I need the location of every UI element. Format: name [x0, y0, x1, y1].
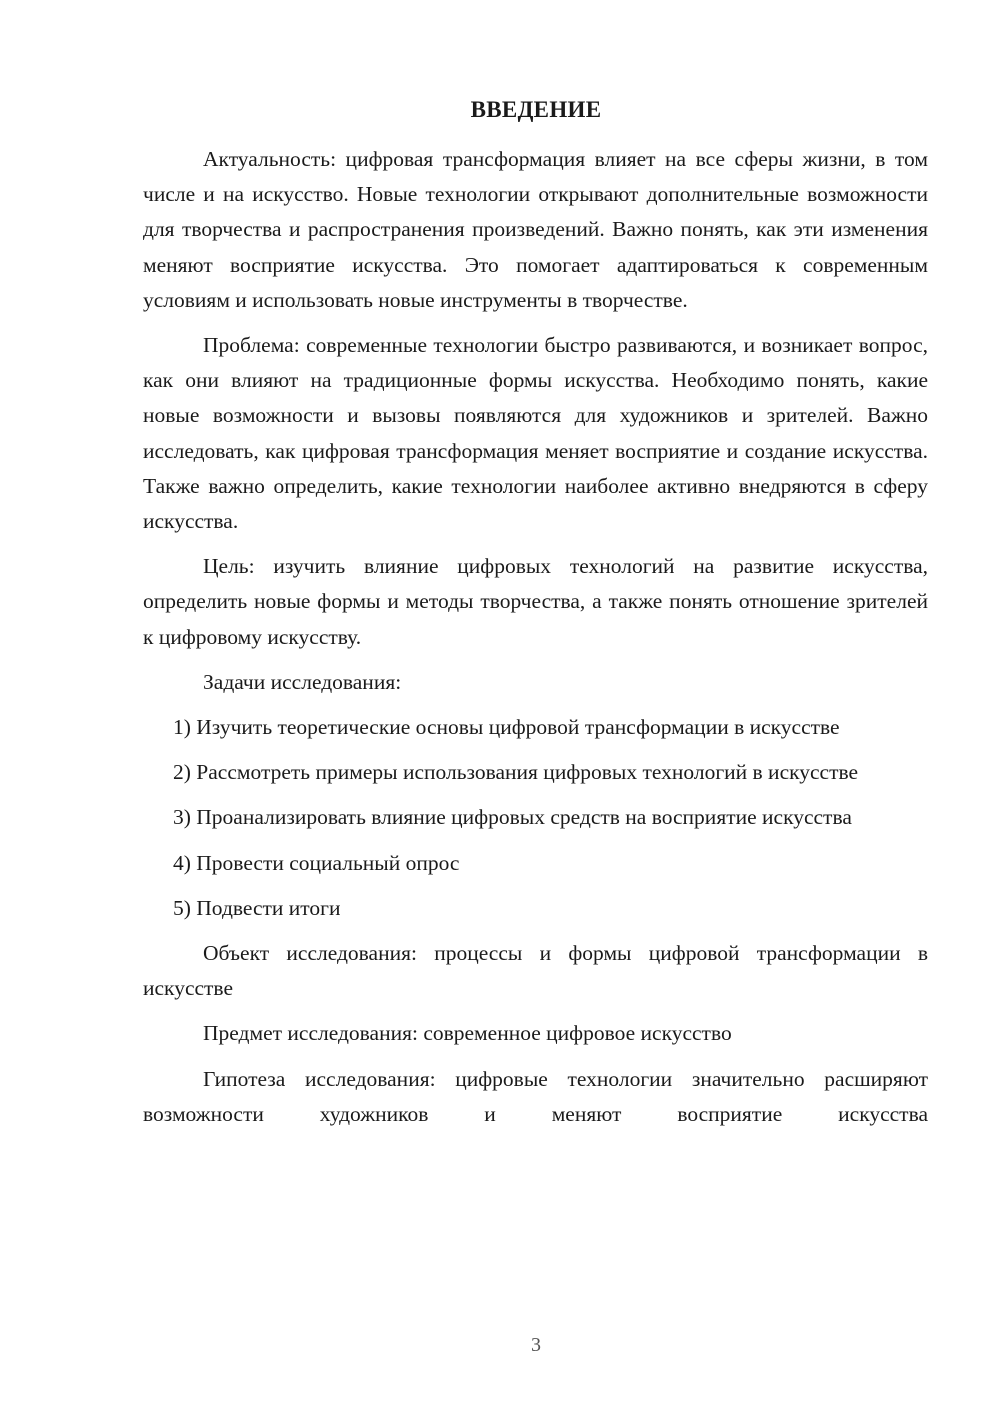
task-item-1: 1) Изучить теоретические основы цифровой трансформации в искусстве: [173, 715, 840, 740]
page-number: 3: [531, 1334, 541, 1356]
section-heading: ВВЕДЕНИЕ: [470, 97, 602, 122]
goal-paragraph: Цель: изучить влияние цифровых технологий на развитие искусства, определить новые формы и методы творчества, а также понять отношение зрителей к цифровому искусству.: [143, 554, 928, 649]
task-item-2: 2) Рассмотреть примеры использования цифровых технологий в искусстве: [173, 760, 859, 785]
tasks-title: Задачи исследования:: [203, 669, 402, 694]
task-item-5: 5) Подвести итоги: [173, 895, 341, 920]
problem-paragraph: Проблема: современные технологии быстро развиваются, и возникает вопрос, как они влияют на традиционные формы искусства. Необходимо понять, какие новые возможности и вызовы появляются для художников и зрителей. Важно исследовать, как цифровая трансформация меняет восприятие и создание искусства. Также важно определить, какие технологии наиболее активно внедряются в сферу искусства.: [143, 333, 928, 534]
object-paragraph: Объект исследования: процессы и формы цифровой трансформации в искусстве: [143, 941, 928, 1001]
document-body: [143, 142, 928, 1142]
task-item-3: 3) Проанализировать влияние цифровых средств на восприятие искусства: [173, 805, 852, 830]
hypothesis-paragraph: Гипотеза исследования: цифровые технологии значительно расширяют возможности художников и меняют восприятие искусства: [143, 1066, 928, 1126]
relevance-paragraph: Актуальность: цифровая трансформация влияет на все сферы жизни, в том числе и на искусство. Новые технологии открывают дополнительные возможности для творчества и распространения произведений. Важно понять, как эти изменения меняют восприятие искусства. Это помогает адаптироваться к современным условиям и использовать новые инструменты в творчестве.: [143, 147, 928, 312]
subject-paragraph: Предмет исследования: современное цифровое искусство: [203, 1021, 732, 1046]
task-item-4: 4) Провести социальный опрос: [173, 850, 460, 875]
